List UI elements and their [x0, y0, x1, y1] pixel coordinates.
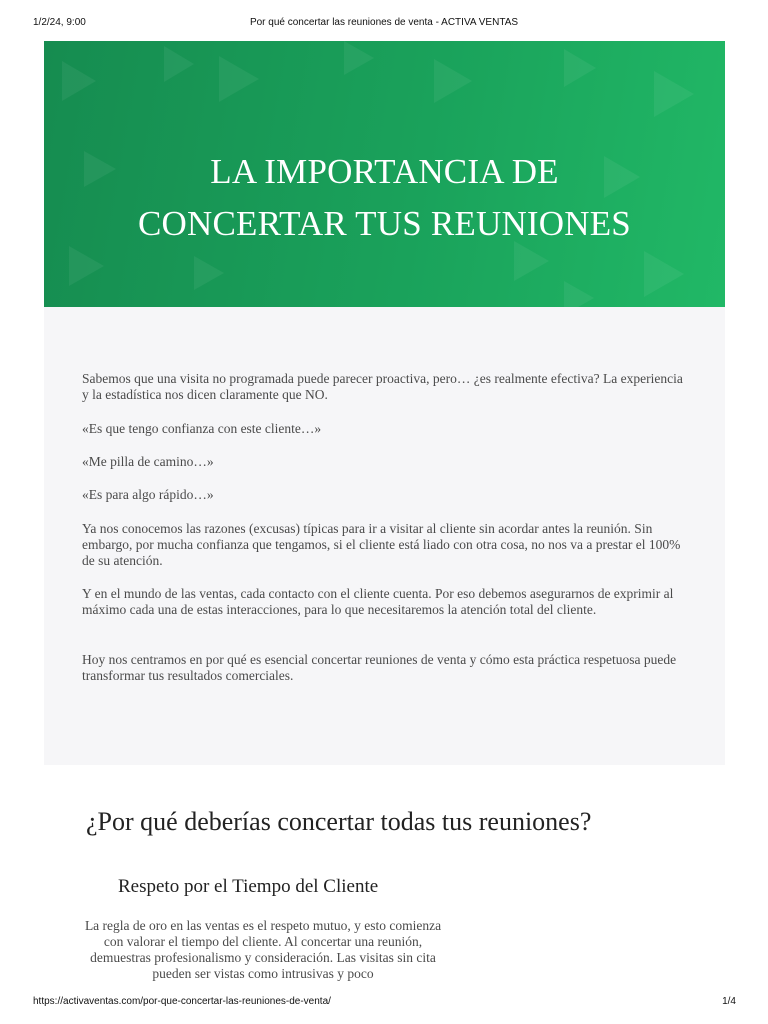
intro-quote-3: «Es para algo rápido…» — [82, 487, 214, 502]
intro-paragraph-4: Hoy nos centramos en por qué es esencial concertar reuniones de venta y cómo esta práctica respetuosa puede transformar tus resultados comerciales. — [82, 652, 677, 683]
print-header — [0, 0, 768, 30]
print-footer — [0, 996, 768, 1016]
hero-banner — [44, 41, 725, 307]
hero-title-line-2: CONCERTAR TUS REUNIONES — [138, 204, 631, 243]
intro-block — [44, 307, 725, 765]
print-url: https://activaventas.com/por-que-concertar-las-reuniones-de-venta/ — [33, 996, 331, 1007]
section-subheading: Respeto por el Tiempo del Cliente — [118, 876, 379, 897]
page-counter: 1/4 — [722, 996, 736, 1007]
intro-quote-1: «Es que tengo confianza con este cliente…» — [82, 421, 322, 436]
section-heading: ¿Por qué deberías concertar todas tus reuniones? — [86, 807, 592, 836]
section-body: La regla de oro en las ventas es el respeto mutuo, y esto comienza con valorar el tiempo del cliente. Al concertar una reunión, demuestras profesionalismo y consideración. Las visitas sin cita pueden ser vistas como intrusivas y poco — [84, 918, 442, 981]
intro-paragraph-2: Ya nos conocemos las razones (excusas) típicas para ir a visitar al cliente sin acordar antes la reunión. Sin embargo, por mucha confianza que tengamos, si el cliente está liado con otra cosa, no nos va a prestar el 100% de su atención. — [82, 521, 681, 568]
print-page-title: Por qué concertar las reuniones de venta - ACTIVA VENTAS — [249, 17, 519, 28]
intro-paragraph-3: Y en el mundo de las ventas, cada contacto con el cliente cuenta. Por eso debemos asegurarnos de exprimir al máximo cada una de estas interacciones, para lo que necesitaremos la atención total del cliente. — [82, 586, 674, 617]
print-date: 1/2/24, 9:00 — [33, 17, 86, 28]
hero-title — [44, 146, 725, 250]
intro-quote-2: «Me pilla de camino…» — [82, 454, 214, 469]
hero-title-line-1: LA IMPORTANCIA DE — [210, 152, 559, 191]
intro-paragraph-1: Sabemos que una visita no programada puede parecer proactiva, pero… ¿es realmente efectiva? La experiencia y la estadística nos dicen claramente que NO. — [82, 371, 683, 402]
